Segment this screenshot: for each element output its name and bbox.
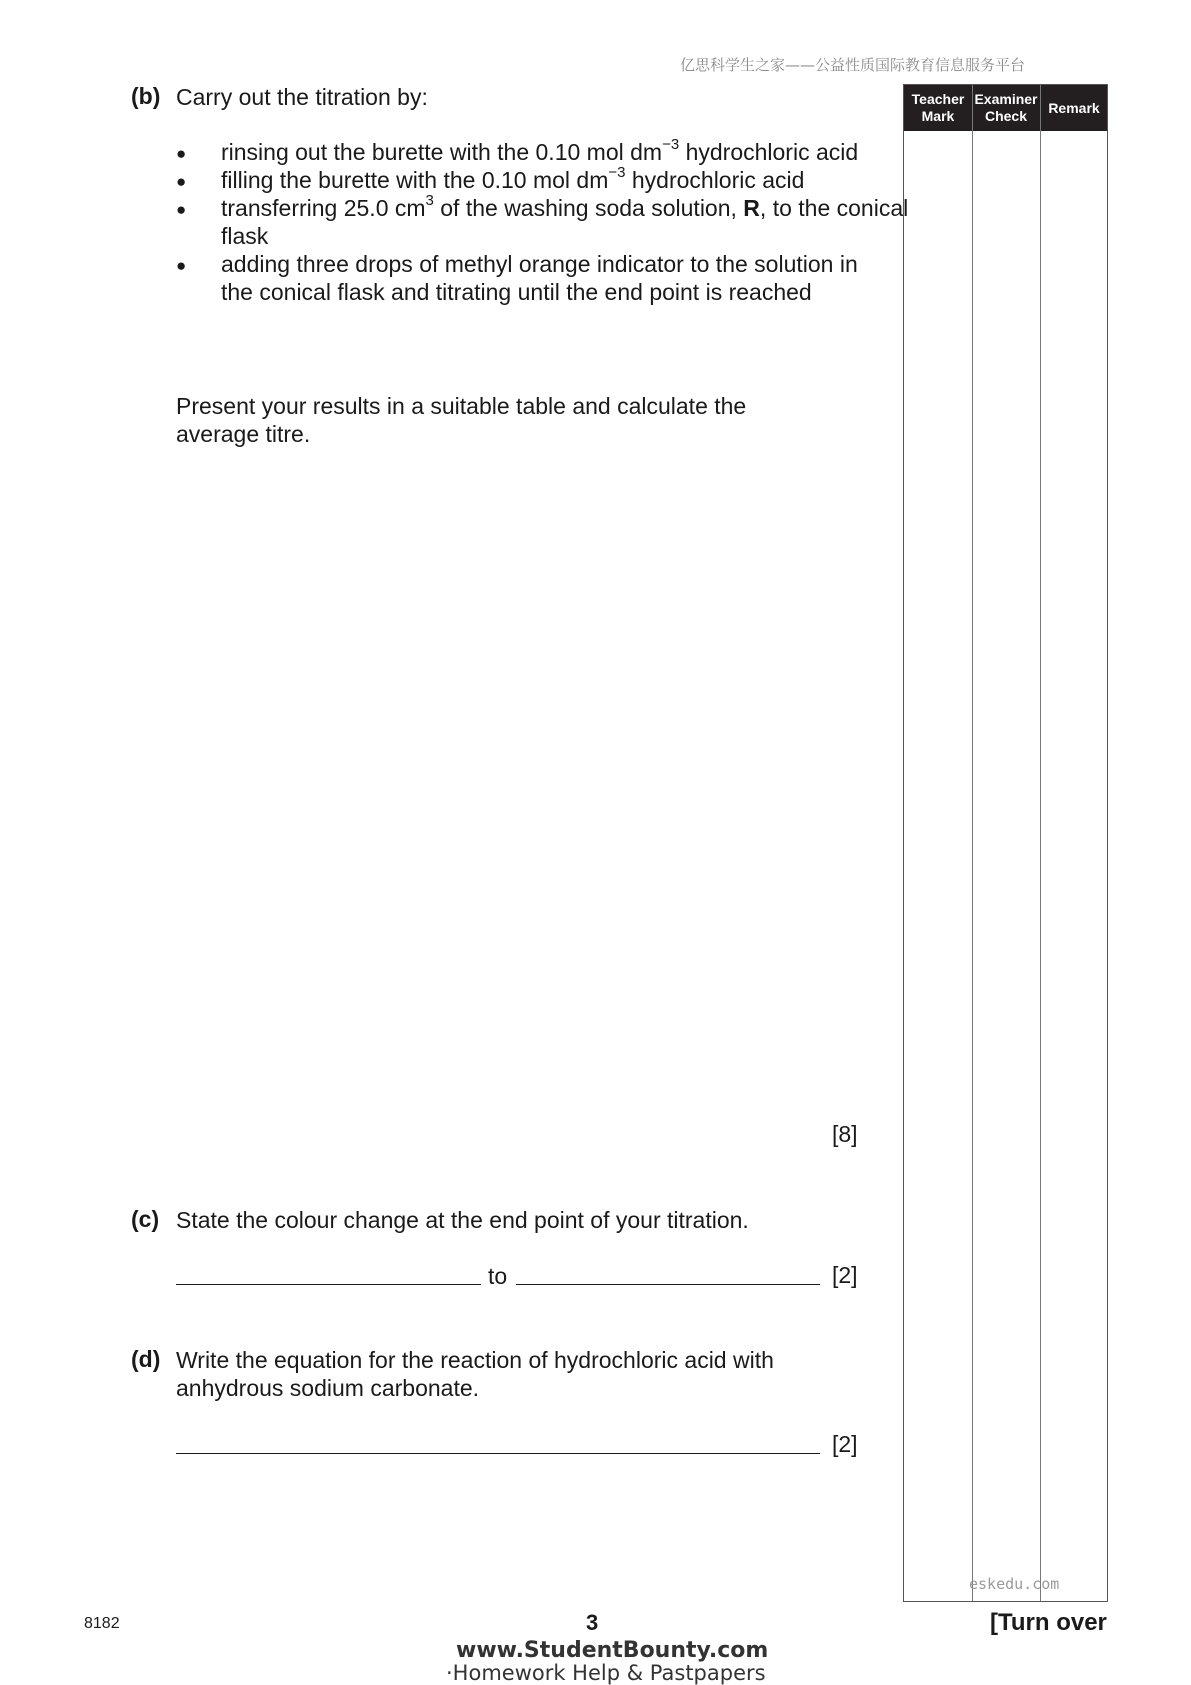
part-c-label: (c) [131,1206,160,1232]
bullet-text: hydrochloric acid [679,139,859,165]
bullet-text: adding three drops of methyl orange indicator to the solution in the conical flask and titrating until the end point is reached [221,251,858,305]
bullet-item [176,194,911,250]
answer-line-equation[interactable] [176,1453,820,1454]
answer-line-from[interactable] [176,1284,481,1285]
bullet-text: rinsing out the burette with the 0.10 mol dm [221,139,663,165]
part-d-marks: [2] [832,1431,858,1457]
site-tagline: ·Homework Help & Pastpapers [446,1661,766,1685]
header-examiner-check: Examiner Check [974,91,1038,124]
column-divider [1040,85,1041,1601]
bullet-dot-icon: ● [176,200,187,219]
header-note: 亿思科学生之家——公益性质国际教育信息服务平台 [680,56,1026,74]
bullet-item [176,166,876,194]
part-d-label: (d) [131,1346,161,1372]
part-b-instruction: Present your results in a suitable table and calculate the average titre. [176,393,747,447]
part-c-question: State the colour change at the end point of your titration. [176,1207,749,1233]
superscript: −3 [662,136,680,154]
part-b-label: (b) [131,83,161,109]
answer-line-to[interactable] [516,1284,820,1285]
bullet-dot-icon: ● [176,144,187,163]
header-remark: Remark [1048,99,1100,116]
superscript: −3 [608,164,626,182]
bullet-text: filling the burette with the 0.10 mol dm [221,167,609,193]
bullet-dot-icon: ● [176,256,187,275]
page-number: 3 [586,1610,599,1635]
solution-label: R [743,195,760,221]
part-b-intro: Carry out the titration by: [176,84,428,110]
header-teacher-mark: Teacher Mark [911,91,965,124]
marking-table [903,84,1108,1602]
bullet-dot-icon: ● [176,172,187,191]
part-c-marks: [2] [832,1262,858,1288]
part-b-marks: [8] [832,1121,858,1147]
bullet-item [176,138,881,166]
column-divider [972,85,973,1601]
bullet-text: of the washing soda solution, [433,195,744,221]
part-d-question: Write the equation for the reaction of hydrochloric acid with anhydrous sodium carbonate. [176,1347,774,1401]
turn-over: [Turn over [990,1609,1107,1636]
bullet-text: transferring 25.0 cm [221,195,426,221]
site-link[interactable]: www.StudentBounty.com [456,1638,769,1663]
bullet-list [176,136,909,306]
bullet-item [176,250,881,306]
paper-code: 8182 [84,1615,120,1632]
watermark: eskedu.com [969,1575,1060,1593]
bullet-text: , to the conical flask [221,195,909,249]
superscript: 3 [425,192,434,210]
bullet-text: hydrochloric acid [625,167,805,193]
to-word: to [488,1263,508,1289]
